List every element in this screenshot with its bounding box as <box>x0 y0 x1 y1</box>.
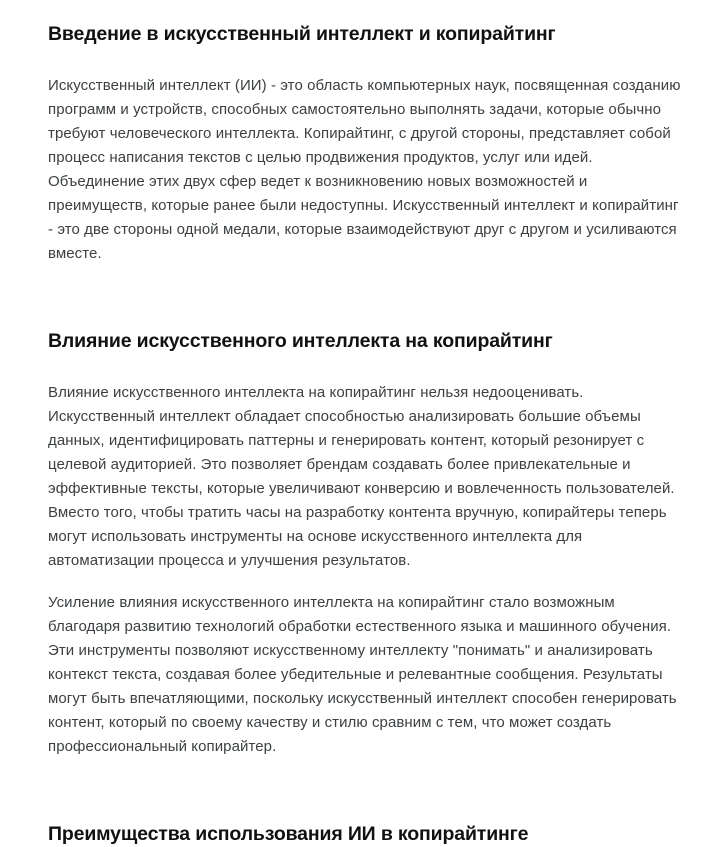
section-spacer-1 <box>48 266 682 328</box>
section-heading-ai-impact: Влияние искусственного интеллекта на копирайтинг <box>48 330 553 352</box>
paragraph-ai-impact-2: Усиление влияния искусственного интеллекта на копирайтинг стало возможным благодаря развитию технологий обработки естественного языка и машинного обучения. Эти инструменты позволяют искусственному интеллекту "понимать" и анализировать контекст текста, создавая более убедительные и релевантные сообщения. Результаты могут быть впечатляющими, поскольку искусственный интеллект способен генерировать контент, который по своему качеству и стилю сравним с тем, что может создать профессиональный копирайтер. <box>48 594 677 755</box>
heading-paragraph-spacer <box>48 354 682 381</box>
section-spacer-2 <box>48 759 682 821</box>
article-content <box>48 0 682 847</box>
section-heading-benefits: Преимущества использования ИИ в копирайтинге <box>48 823 529 845</box>
paragraph-introduction-1: Искусственный интеллект (ИИ) - это область компьютерных наук, посвященная созданию программ и устройств, способных самостоятельно выполнять задачи, которые обычно требуют человеческого интеллекта. Копирайтинг, с другой стороны, представляет собой процесс написания текстов с целью продвижения продуктов, услуг или идей. Объединение этих двух сфер ведет к возникновению новых возможностей и преимуществ, которые ранее были недоступны. Искусственный интеллект и копирайтинг - это две стороны одной медали, которые взаимодействуют друг с другом и усиливаются вместе. <box>48 77 681 262</box>
paragraph-ai-impact-1: Влияние искусственного интеллекта на копирайтинг нельзя недооценивать. Искусственный интеллект обладает способностью анализировать большие объемы данных, идентифицировать паттерны и генерировать контент, который резонирует с целевой аудиторией. Это позволяет брендам создавать более привлекательные и эффективные тексты, которые увеличивают конверсию и вовлеченность пользователей. Вместо того, чтобы тратить часы на разработку контента вручную, копирайтеры теперь могут использовать инструменты на основе искусственного интеллекта для автоматизации процесса и улучшения результатов. <box>48 384 675 569</box>
section-heading-introduction: Введение в искусственный интеллект и копирайтинг <box>48 23 556 45</box>
paragraph-spacer <box>48 573 682 591</box>
top-spacer <box>48 0 682 21</box>
heading-paragraph-spacer <box>48 47 682 74</box>
